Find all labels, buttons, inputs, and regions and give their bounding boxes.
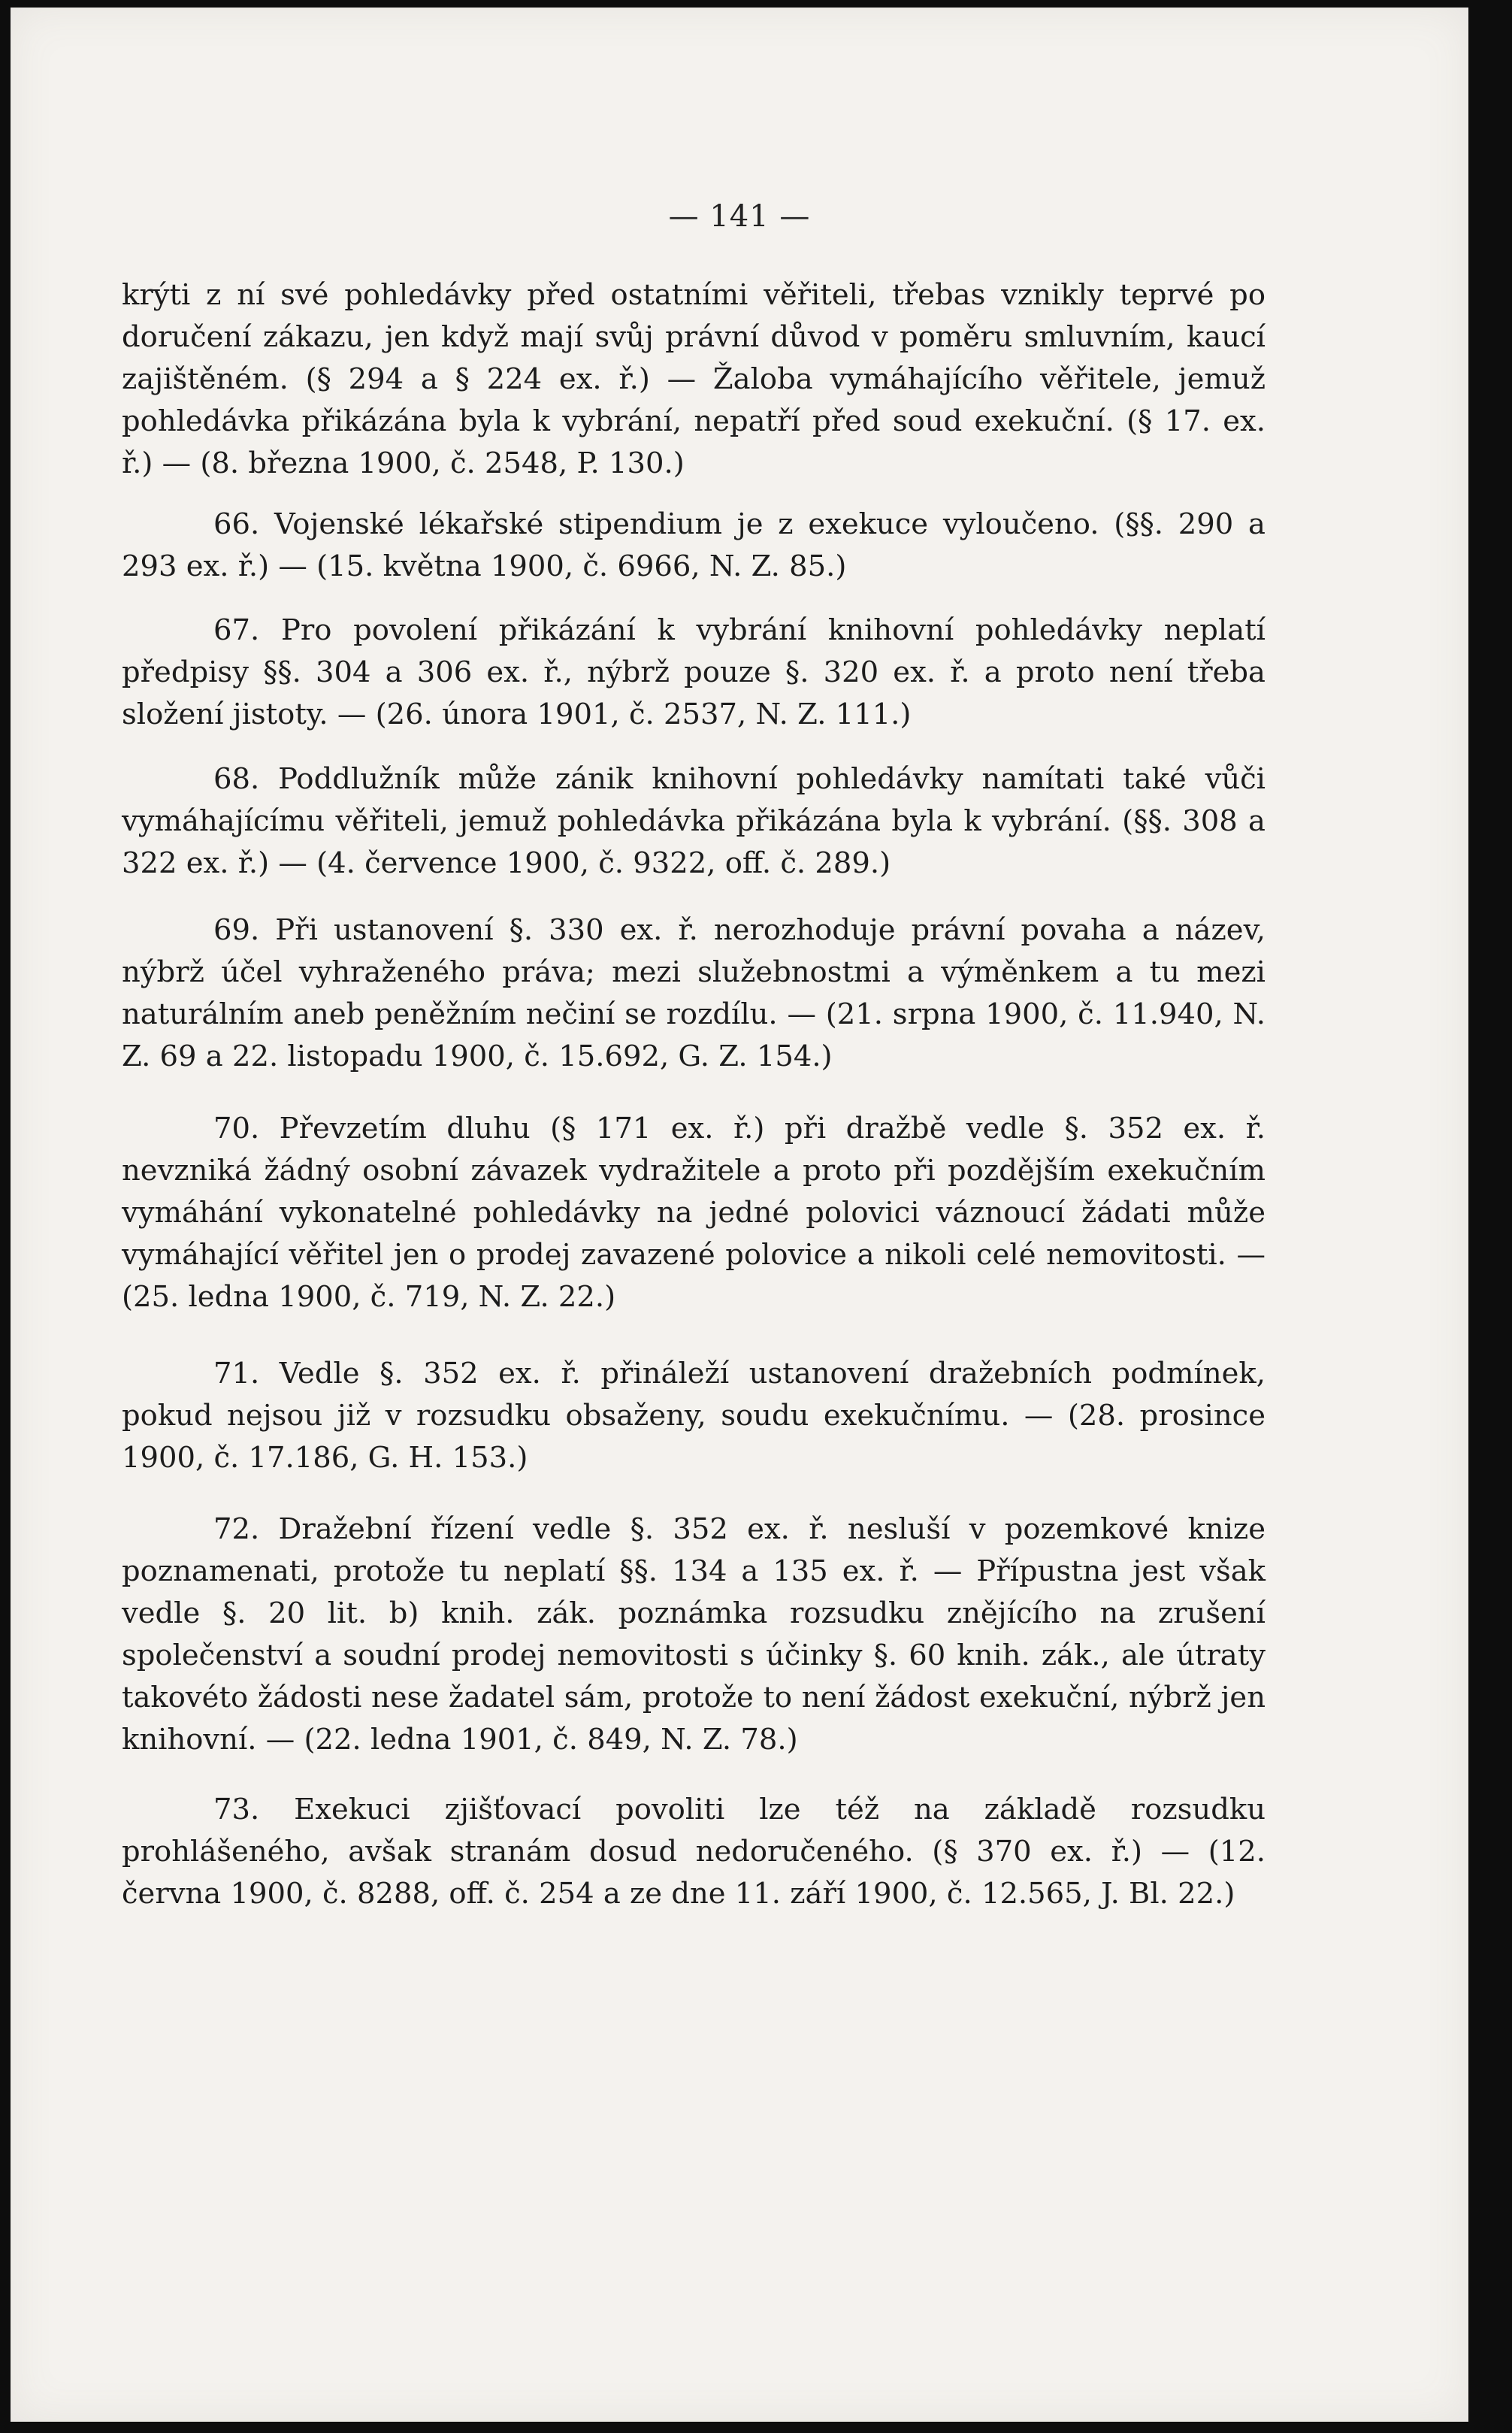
paragraph-66: 66. Vojenské lékařské stipendium je z exekuce vyloučeno. (§§. 290 a 293 ex. ř.) — (15. května 1900, č. 6966, N. Z. 85.): [122, 507, 1266, 583]
paragraph-71: 71. Vedle §. 352 ex. ř. přináleží ustanovení dražebních podmínek, pokud nejsou již v rozsudku obsaženy, soudu exekučnímu. — (28. prosince 1900, č. 17.186, G. H. 153.): [122, 1357, 1266, 1475]
paragraph-68: 68. Poddlužník může zánik knihovní pohledávky namítati také vůči vymáhajícímu věřiteli, jemuž pohledávka přikázána byla k vybrání. (§§. 308 a 322 ex. ř.) — (4. července 1900, č. 9322, off. č. 289.): [122, 762, 1266, 880]
paragraph-continued: krýti z ní své pohledávky před ostatními věřiteli, třebas vznikly teprvé po doručení zákazu, jen když mají svůj právní důvod v poměru smluvním, kaucí zajištěném. (§ 294 a § 224 ex. ř.) — Žaloba vymáhajícího věřitele, jemuž pohledávka přikázána byla k vybrání, nepatří před soud exekuční. (§ 17. ex. ř.) — (8. března 1900, č. 2548, P. 130.): [122, 278, 1266, 480]
paragraph-70: 70. Převzetím dluhu (§ 171 ex. ř.) při dražbě vedle §. 352 ex. ř. nevzniká žádný osobní závazek vydražitele a proto při pozdějším exekučním vymáhání vykonatelné pohledávky na jedné polovici váznoucí žádati může vymáhající věřitel jen o prodej zavazené polovice a nikoli celé nemovitosti. — (25. ledna 1900, č. 719, N. Z. 22.): [122, 1112, 1266, 1314]
page-body: [122, 274, 1266, 1915]
paragraph-69: 69. Při ustanovení §. 330 ex. ř. nerozhoduje právní povaha a název, nýbrž účel vyhraženého práva; mezi služebnostmi a výměnkem a tu mezi naturálním aneb peněžním nečiní se rozdílu. — (21. srpna 1900, č. 11.940, N. Z. 69 a 22. listopadu 1900, č. 15.692, G. Z. 154.): [122, 913, 1266, 1073]
paragraph-67: 67. Pro povolení přikázání k vybrání knihovní pohledávky neplatí předpisy §§. 304 a 306 ex. ř., nýbrž pouze §. 320 ex. ř. a proto není třeba složení jistoty. — (26. února 1901, č. 2537, N. Z. 111.): [122, 613, 1266, 731]
book-page: [11, 8, 1468, 2422]
paragraph-72: 72. Dražební řízení vedle §. 352 ex. ř. nesluší v pozemkové knize poznamenati, protože tu neplatí §§. 134 a 135 ex. ř. — Přípustna jest však vedle §. 20 lit. b) knih. zák. poznámka rozsudku znějícího na zrušení společenství a soudní prodej nemovitosti s účinky §. 60 knih. zák., ale útraty takovéto žádosti nese žadatel sám, protože to není žádost exekuční, nýbrž jen knihovní. — (22. ledna 1901, č. 849, N. Z. 78.): [122, 1512, 1266, 1757]
paragraph-73: 73. Exekuci zjišťovací povoliti lze též na základě rozsudku prohlášeného, avšak stranám dosud nedoručeného. (§ 370 ex. ř.) — (12. června 1900, č. 8288, off. č. 254 a ze dne 11. září 1900, č. 12.565, J. Bl. 22.): [122, 1793, 1266, 1911]
page-number: — 141 —: [668, 199, 811, 234]
